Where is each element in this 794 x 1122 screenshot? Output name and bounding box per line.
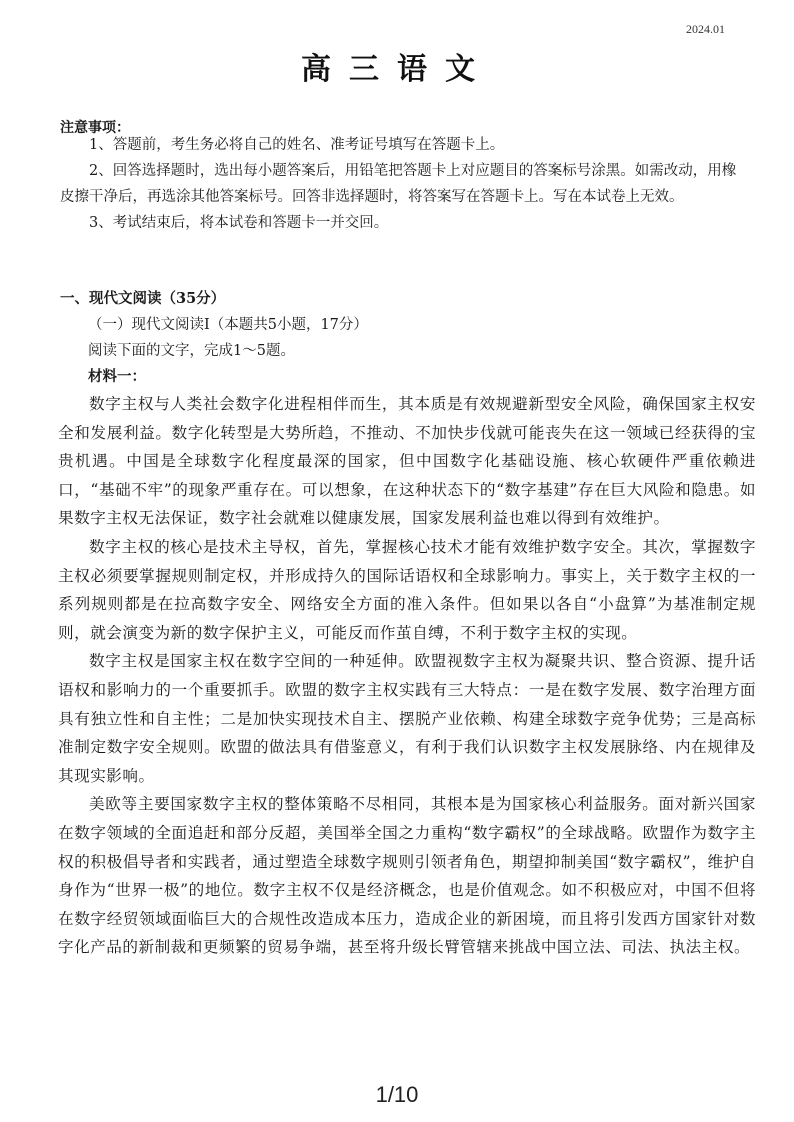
passage bbox=[58, 390, 756, 962]
notice-item: 3、考试结束后，将本试卷和答题卡一并交回。 bbox=[89, 215, 389, 231]
section-heading: 一、现代文阅读（35分） bbox=[60, 290, 226, 307]
passage-paragraph: 数字主权是国家主权在数字空间的一种延伸。欧盟视数字主权为凝聚共识、整合资源、提升话语权和影响力的一个重要抓手。欧盟的数字主权实践有三大特点：一是在数字发展、数字治理方面具有独立性和自主性；二是加快实现技术自主、摆脱产业依赖、构建全球数字竞争优势；三是高标准制定数字安全规则。欧盟的做法具有借鉴意义，有利于我们认识数字主权发展脉络、内在规律及其现实影响。 bbox=[58, 652, 756, 785]
notice-heading: 注意事项： bbox=[60, 120, 130, 136]
material-label: 材料一： bbox=[88, 368, 146, 385]
passage-paragraph: 数字主权的核心是技术主导权，首先，掌握核心技术才能有效维护数字安全。其次，掌握数字主权必须要掌握规则制定权，并形成持久的国际话语权和全球影响力。事实上，关于数字主权的一系列规则都是在拉高数字安全、网络安全方面的准入条件。但如果以各自“小盘算”为基准制定规则，就会演变为新的数字保护主义，可能反而作茧自缚，不利于数字主权的实现。 bbox=[58, 537, 756, 642]
notice-item: 2、回答选择题时，选出每小题答案后，用铅笔把答题卡上对应题目的答案标号涂黑。如需改动，用橡皮擦干净后，再选涂其他答案标号。回答非选择题时，将答案写在答题卡上。写在本试卷上无效。 bbox=[60, 163, 737, 205]
notice-item: 1、答题前，考生务必将自己的姓名、准考证号填写在答题卡上。 bbox=[89, 137, 505, 153]
exam-date: 2024.01 bbox=[686, 22, 725, 36]
page-number: 1/10 bbox=[375, 1082, 419, 1107]
notice-list bbox=[60, 132, 750, 236]
reading-instruction: 阅读下面的文字，完成1～5题。 bbox=[88, 343, 295, 359]
section-subheading: （一）现代文阅读Ⅰ（本题共5小题，17分） bbox=[88, 317, 368, 333]
page-title: 高三语文 bbox=[301, 52, 493, 87]
passage-paragraph: 数字主权与人类社会数字化进程相伴而生，其本质是有效规避新型安全风险，确保国家主权安全和发展利益。数字化转型是大势所趋，不推动、不加快步伐就可能丧失在这一领域已经获得的宝贵机遇。中国是全球数字化程度最深的国家，但中国数字化基础设施、核心软硬件严重依赖进口，“基础不牢”的现象严重存在。可以想象，在这种状态下的“数字基建”存在巨大风险和隐患。如果数字主权无法保证，数字社会就难以健康发展，国家发展利益也难以得到有效维护。 bbox=[58, 395, 756, 528]
passage-paragraph: 美欧等主要国家数字主权的整体策略不尽相同，其根本是为国家核心利益服务。面对新兴国家在数字领域的全面追赶和部分反超，美国举全国之力重构“数字霸权”的全球战略。欧盟作为数字主权的积极倡导者和实践者，通过塑造全球数字规则引领者角色，期望抑制美国“数字霸权”，维护自身作为“世界一极”的地位。数字主权不仅是经济概念，也是价值观念。如不积极应对，中国不但将在数字经贸领域面临巨大的合规性改造成本压力，造成企业的新困境，而且将引发西方国家针对数字化产品的新制裁和更频繁的贸易争端，甚至将升级长臂管辖来挑战中国立法、司法、执法主权。 bbox=[58, 795, 756, 957]
